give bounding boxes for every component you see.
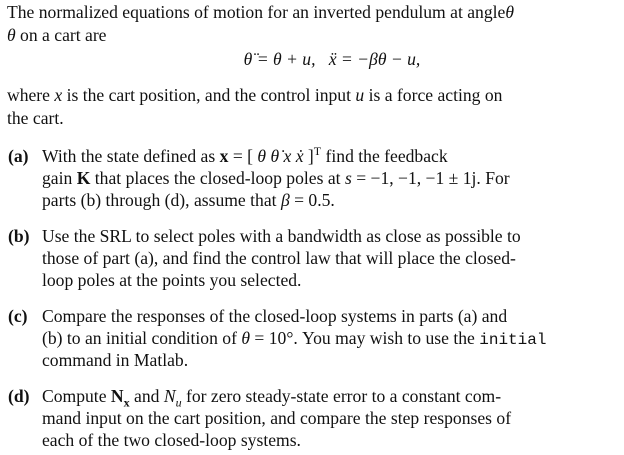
part-c-line-2: (b) to an initial condition of θ = 10°. You may wish to use the initial [42,328,547,349]
part-d-line-1: Compute $N_x$ and $N_u$ for zero steady-state error to a constant com- [42,386,502,410]
part-b-line-3: loop poles at the points you selected. [42,270,302,290]
part-a: (a) With the state defined as x = [ θ θ̇ x ẋ ]$^T$ find the feedback gain K that places the closed-loop poles at s = −1, −1, −1 ± 1j. For parts (b) through (d), assume that β = 0.5. [8,145,618,211]
intro-line-2: θ on a cart are [7,25,107,45]
part-b-line-2: those of part (a), and find the control law that will place the closed- [42,248,516,268]
intro-line-1: The normalized equations of motion for an inverted pendulum at angleθ [7,2,514,22]
equations-of-motion: θ̈ = θ + u, ẍ = −βθ − u, [243,49,421,69]
part-d-line-2: mand input on the cart position, and compare the step responses of [42,408,512,428]
part-c-line-3: command in Matlab. [42,350,189,370]
intro-line-4: the cart. [7,108,64,128]
part-d: (d) Compute $N_x$ and $N_u$ for zero steady-state error to a constant com- mand input on the cart position, and compare the step responses of each of the two closed-loop systems. [8,385,618,451]
part-d-line-3: each of the two closed-loop systems. [42,430,301,450]
intro-line-3: where x is the cart position, and the control input u is a force acting on [7,85,503,105]
part-a-line-1: With the state defined as x = [ θ θ̇ x ẋ ]$^T$ find the feedback [42,144,448,166]
part-a-line-2: gain K that places the closed-loop poles at s = −1, −1, −1 ± 1j. For [42,168,510,188]
part-c-line-1: Compare the responses of the closed-loop systems in parts (a) and [42,306,508,326]
part-c: (c) Compare the responses of the closed-loop systems in parts (a) and (b) to an initial condition of θ = 10°. You may wish to use the initial command in Matlab. [8,305,618,371]
part-b-line-1: Use the SRL to select poles with a bandwidth as close as possible to [42,226,521,246]
part-a-line-3: parts (b) through (d), assume that β = 0.5. [42,190,335,210]
part-b: (b) Use the SRL to select poles with a bandwidth as close as possible to those of part (a), and find the control law that will place the closed- loop poles at the points you selected. [8,225,618,291]
